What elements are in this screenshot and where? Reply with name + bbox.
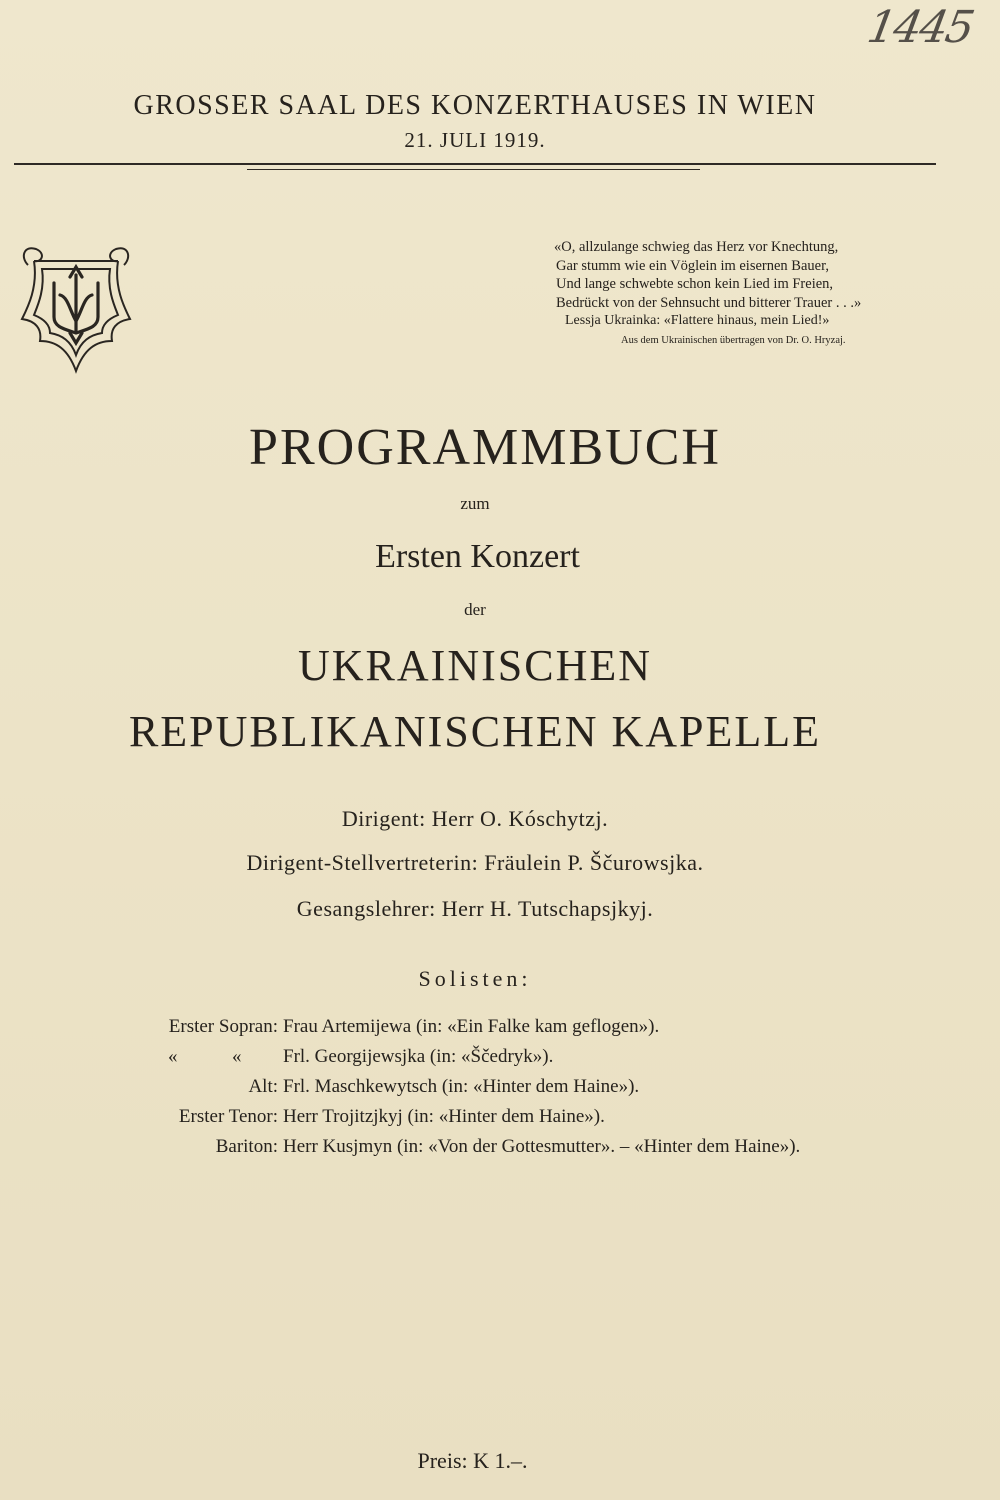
soloist-name: Frl. Georgijewsjka (in: «Ščedryk»).: [283, 1046, 554, 1067]
ditto-mark: «: [232, 1046, 242, 1067]
soloist-role: Bariton:: [215, 1136, 278, 1157]
venue-heading: GROSSER SAAL DES KONZERTHAUSES IN WIEN: [133, 90, 817, 121]
epigraph-quote: [540, 238, 990, 351]
trident-shield-icon: [12, 237, 140, 375]
quote-line: Gar stumm wie ein Vöglein im eisernen Bauer,: [556, 257, 829, 274]
soloist-name: Frau Artemijewa (in: «Ein Falke kam geflogen»).: [283, 1016, 660, 1037]
handwritten-annotation: 1445: [863, 2, 977, 53]
quote-translation-credit: Aus dem Ukrainischen übertragen von Dr. O. Hryzaj.: [621, 334, 846, 346]
soloists-heading: Solisten:: [418, 966, 532, 991]
title-connector-zum: zum: [460, 494, 490, 513]
vocal-teacher-line: Gesangslehrer: Herr H. Tutschapsjkyj.: [296, 896, 654, 921]
soloist-name: Herr Trojitzjkyj (in: «Hinter dem Haine»).: [283, 1106, 605, 1127]
concert-date: 21. JULI 1919.: [404, 128, 546, 152]
soloist-role: Erster Tenor:: [178, 1106, 278, 1127]
price-line: Preis: K 1.–.: [417, 1448, 528, 1473]
soloist-name: Herr Kusjmyn (in: «Von der Gottesmutter». – «Hinter dem Haine»).: [283, 1136, 801, 1157]
header-rule-secondary: [247, 169, 700, 170]
quote-line: Bedrückt von der Sehnsucht und bitterer Trauer . . .»: [556, 294, 862, 311]
ensemble-name-line2: REPUBLIKANISCHEN KAPELLE: [128, 707, 822, 756]
soloist-name: Frl. Maschkewytsch (in: «Hinter dem Haine»).: [283, 1076, 640, 1097]
conductor-line: Dirigent: Herr O. Kóschytzj.: [341, 806, 609, 831]
soloist-row: [0, 1046, 1000, 1072]
soloist-row: [0, 1136, 1000, 1162]
soloist-role: Erster Sopran:: [168, 1016, 278, 1037]
ensemble-name-line1: UKRAINISCHEN: [298, 641, 652, 690]
quote-source: Lessja Ukrainka: «Flattere hinaus, mein Lied!»: [565, 313, 830, 329]
soloist-row: [0, 1106, 1000, 1132]
ditto-mark: «: [168, 1046, 178, 1067]
soloist-row: [0, 1076, 1000, 1102]
concert-subtitle: Ersten Konzert: [375, 538, 580, 575]
quote-line: «O, allzulange schwieg das Herz vor Knechtung,: [554, 239, 839, 255]
deputy-conductor-line: Dirigent-Stellvertreterin: Fräulein P. Ščurowsjka.: [246, 850, 704, 875]
quote-line: Und lange schwebte schon kein Lied im Freien,: [556, 276, 834, 293]
page-title: PROGRAMMBUCH: [249, 419, 721, 476]
header-rule: [14, 163, 936, 165]
soloist-role: Alt:: [248, 1076, 278, 1097]
soloist-row: [0, 1016, 1000, 1042]
title-connector-der: der: [464, 600, 486, 619]
